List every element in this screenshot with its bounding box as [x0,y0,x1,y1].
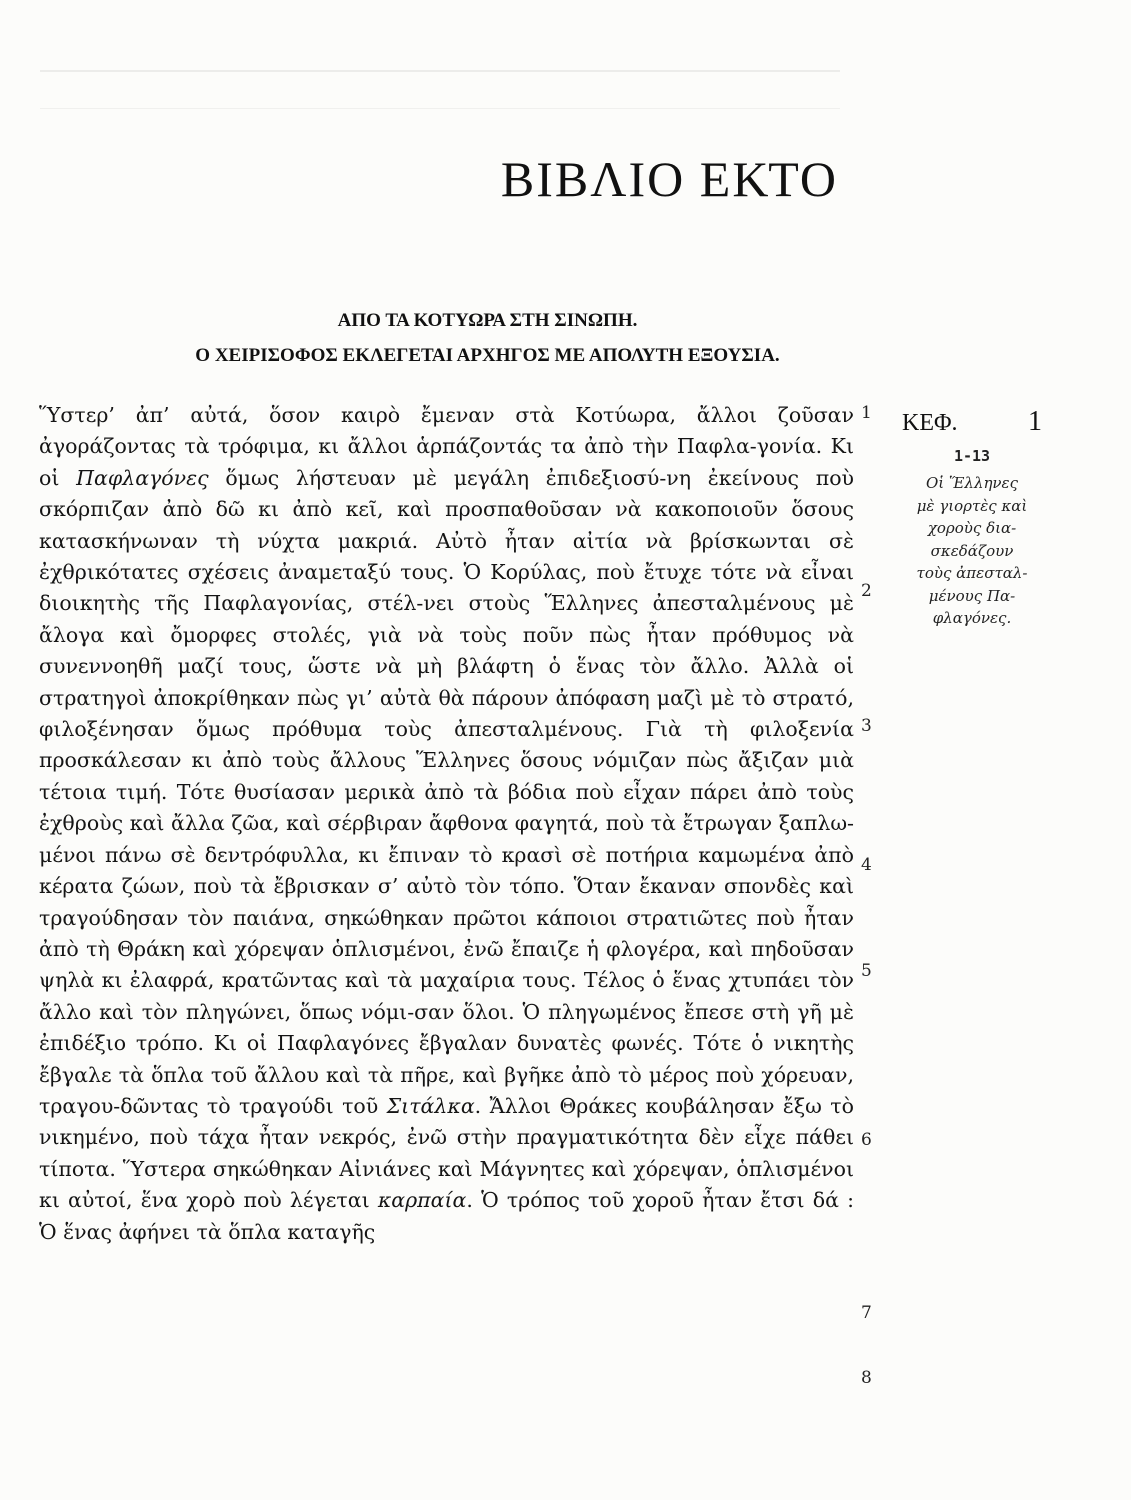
body-line: σπονδὲς καὶ τραγούδησαν τὸν παιάνα, σηκώθηκαν πρῶτοι κάποιοι [39,874,854,930]
body-line: ἔξω τὸ νικημένο, ποὺ τάχα ἦταν νεκρός, ἐνῶ στὴν πραγματικότητα [39,1093,854,1150]
body-line: νει στοὺς Ἕλληνες ἀπεσταλμένους μὲ ἄλογα καὶ ὄμορφες στολές, [39,591,854,647]
body-line: αἰτία νὰ βρίσκωνται σὲ ἐχθρικότατες σχέσεις ἀναμεταξύ τους. Ὁ [39,528,854,585]
body-line: Κορύλας, ποὺ ἔτυχε τότε νὰ εἶναι διοικητὴς τῆς Παφλαγονίας, στέλ- [39,560,854,616]
body-line: στρατιῶτες ποὺ ἦταν ἀπὸ τὴ Θράκη καὶ χόρεψαν ὁπλισμένοι, ἐνῶ ἔπαιζε [39,905,854,961]
section-marker-3: 3 [861,716,872,736]
section-marker-8: 8 [861,1368,872,1388]
section-marker-7: 7 [861,1303,872,1323]
body-line: νὰ μὴ βλάφτη ὁ ἕνας τὸν ἄλλο. Ἀλλὰ οἱ στρατηγοὶ ἀποκρίθηκαν πὼς [39,654,854,710]
summary-line: χοροὺς δια- [927,519,1017,537]
chapter-headline-2: Ο ΧΕΙΡΙΣΟΦΟΣ ΕΚΛΕΓΕΤΑΙ ΑΡΧΗΓΟΣ ΜΕ ΑΠΟΛΥΤΗ ΕΞΟΥΣΙΑ. [195,345,780,366]
summary-line: φλαγόνες. [932,609,1012,627]
body-line: μένοι πάνω σὲ δεντρόφυλλα, κι ἔπιναν τὸ κρασὶ σὲ ποτήρια καμωμένα [39,842,806,867]
body-line: . Ἄλλοι Θράκες κουβάλησαν [474,1093,775,1118]
body-line: τοῦ ἄλλου καὶ τὰ πῆρε, καὶ βγῆκε ἀπὸ τὸ μέρος ποὺ χόρευαν, τραγου- [39,1062,854,1118]
summary-line: μὲ γιορτὲς καὶ [916,496,1028,515]
section-marker-5: 5 [861,961,872,981]
chapter-number: 1 [1028,406,1042,437]
body-line: καὶ ἄλλα ζῶα, καὶ σέρβιραν ἄφθονα φαγητά, ποὺ τὰ ἔτρωγαν ξαπλω- [129,811,854,836]
summary-line: Οἱ Ἕλληνες [925,474,1019,492]
chapter-headline-1: ΑΠΟ ΤΑ ΚΟΤΥΩΡΑ ΣΤΗ ΣΙΝΩΠΗ. [337,310,638,331]
body-line: νη ἐκείνους ποὺ σκόρπιζαν ἀπὸ δῶ κι ἀπὸ κεῖ, καὶ προσπαθοῦσαν [39,465,854,522]
body-line: . [466,1188,473,1213]
page-show-through [40,70,840,72]
body-line: Παφλαγόνες ἔβγαλαν δυνατὲς φωνές. Τότε ὁ νικητὴς ἔβγαλε τὰ ὅπλα [39,1031,854,1087]
summary-line: σκεδάζουν [930,541,1014,560]
body-line: δὲν εἶχε πάθει τίποτα. Ὕστερα σηκώθηκαν Αἰνιάνες καὶ Μάγνητες [39,1125,854,1181]
sidebar-section-range: 1-13 [953,447,991,465]
page-show-through-line [40,108,840,109]
sidebar-summary [902,472,1042,630]
emphasis-karpaia: καρπαία [377,1188,467,1213]
section-marker-1: 1 [861,403,872,423]
sidebar-chapter-heading [902,406,1042,437]
body-line: γονία. Κι οἱ [39,434,854,490]
section-marker-2: 2 [861,581,872,601]
body-line: γι’ αὐτὰ θὰ πάρουν ἀπόφαση μαζὶ μὲ τὸ στρατό, φιλοξένησαν ὅμως [39,685,854,742]
body-line: ὅμως λήστευαν μὲ μεγάλη ἐπιδεξιοσύ- [208,465,667,490]
body-line: καὶ χόρεψαν, ὁπλισμένοι κι αὐτοί, ἕνα χορὸ ποὺ λέγεται [39,1156,854,1213]
book-title: ΒΙΒΛΙΟ ΕΚΤΟ [500,151,838,207]
body-line: γιὰ νὰ τοὺς ποῦν πὼς ἦταν πρόθυμος νὰ συνεννοηθῆ μαζί τους, ὥστε [39,622,854,679]
section-marker-4: 4 [861,855,872,875]
body-line: τους. Τέλος ὁ ἕνας χτυπάει τὸν ἄλλο καὶ τὸν πληγώνει, ὅπως νόμι- [39,968,854,1024]
body-line: ἀπὸ κέρατα ζώων, ποὺ τὰ ἔβρισκαν σ’ αὐτὸ τὸν τόπο. Ὅταν ἔκαναν [39,842,854,899]
body-line: σαν ὅλοι. Ὁ πληγωμένος ἔπεσε στὴ γῆ μὲ ἐπιδέξιο τρόπο. Κι οἱ [39,999,854,1056]
body-line: πρόθυμα τοὺς ἀπεσταλμένους. Γιὰ τὴ φιλοξενία προσκάλεσαν κι [39,717,854,773]
body-line: ἀπὸ τοὺς ἄλλους Ἕλληνες ὅσους νόμιζαν πὼς ἄξιζαν μιὰ τέτοια τιμή. [39,748,854,804]
summary-line: μένους Πα- [928,586,1016,605]
body-line: ἀγοράζοντας τὰ τρόφιμα, κι ἄλλοι ἁρπάζοντάς τα ἀπὸ τὴν Παφλα- [39,434,757,459]
body-line: δῶντας τὸ τραγούδι τοῦ [120,1093,387,1118]
emphasis-sitalkas: Σιτάλκα [386,1093,475,1118]
body-line: ἡ φλογέρα, καὶ πηδοῦσαν ψηλὰ κι ἐλαφρά, κρατῶντας καὶ τὰ μαχαίρια [39,936,854,993]
body-line: νὰ κακοποιοῦν ὅσους κατασκήνωναν τὴ νύχτα μακριά. Αὐτὸ ἦταν [39,497,854,553]
body-line: Τότε θυσίασαν μερικὰ ἀπὸ τὰ βόδια ποὺ εἶχαν πάρει ἀπὸ τοὺς ἐχθροὺς [39,779,854,836]
chapter-label: ΚΕΦ. [902,410,958,436]
section-marker-6: 6 [861,1130,872,1150]
emphasis-paphlagonians: Παφλαγόνες [76,465,209,490]
body-text [39,400,854,1248]
summary-line: τοὺς ἀπεσταλ- [916,564,1028,582]
body-line: Ὕστερ’ ἀπ’ αὐτά, ὅσον καιρὸ ἔμεναν στὰ Κοτύωρα, ἄλλοι ζοῦσαν [39,403,854,427]
body-line: Ὁ τρόπος τοῦ χοροῦ ἦταν ἔτσι δά : Ὁ ἕνας ἀφήνει τὰ ὅπλα καταγῆς [39,1188,854,1244]
